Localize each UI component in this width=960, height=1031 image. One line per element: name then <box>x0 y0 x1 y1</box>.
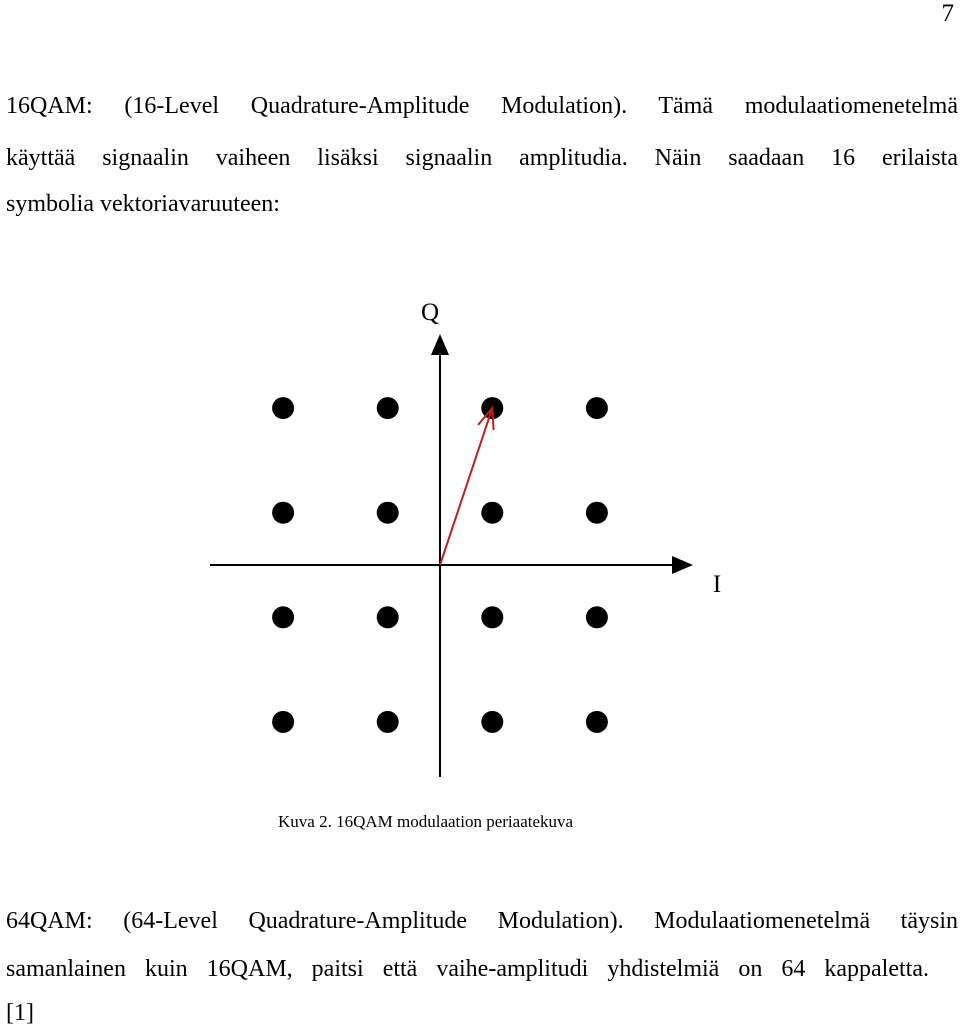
paragraph-64qam-reference: [1] <box>6 1000 34 1026</box>
i-axis-label: I <box>712 571 722 598</box>
constellation-point <box>481 606 503 628</box>
paragraph-64qam-line-2: samanlainen kuin 16QAM, paitsi että vaihe-amplitudi yhdistelmiä on 64 kappaletta. <box>6 956 929 982</box>
constellation-point <box>481 502 503 524</box>
paragraph-16qam-line-3: symbolia vektoriavaruuteen: <box>6 191 280 217</box>
constellation-point <box>377 711 399 733</box>
constellation-point <box>272 502 294 524</box>
page-number: 7 <box>941 0 954 27</box>
constellation-point <box>272 711 294 733</box>
paragraph-16qam-line-2: käyttää signaalin vaiheen lisäksi signaalin amplitudia. Näin saadaan 16 erilaista <box>6 145 958 171</box>
figure-caption: Kuva 2. 16QAM modulaation periaatekuva <box>278 812 574 831</box>
constellation-point <box>586 606 608 628</box>
q-axis-arrowhead <box>431 334 449 355</box>
constellation-point <box>377 606 399 628</box>
i-axis-arrowhead <box>672 556 693 574</box>
constellation-point <box>586 711 608 733</box>
constellation-point <box>272 606 294 628</box>
constellation-point <box>377 502 399 524</box>
constellation-point <box>272 397 294 419</box>
symbol-vector <box>440 408 492 565</box>
constellation-point <box>481 711 503 733</box>
paragraph-64qam-line-1: 64QAM: (64-Level Quadrature-Amplitude Modulation). Modulaatiomenetelmä täysin <box>6 908 958 934</box>
q-axis-label: Q <box>420 299 440 326</box>
constellation-point <box>586 502 608 524</box>
constellation-point <box>377 397 399 419</box>
paragraph-16qam-line-1: 16QAM: (16-Level Quadrature-Amplitude Modulation). Tämä modulaatiomenetelmä <box>6 93 958 119</box>
constellation-point <box>586 397 608 419</box>
